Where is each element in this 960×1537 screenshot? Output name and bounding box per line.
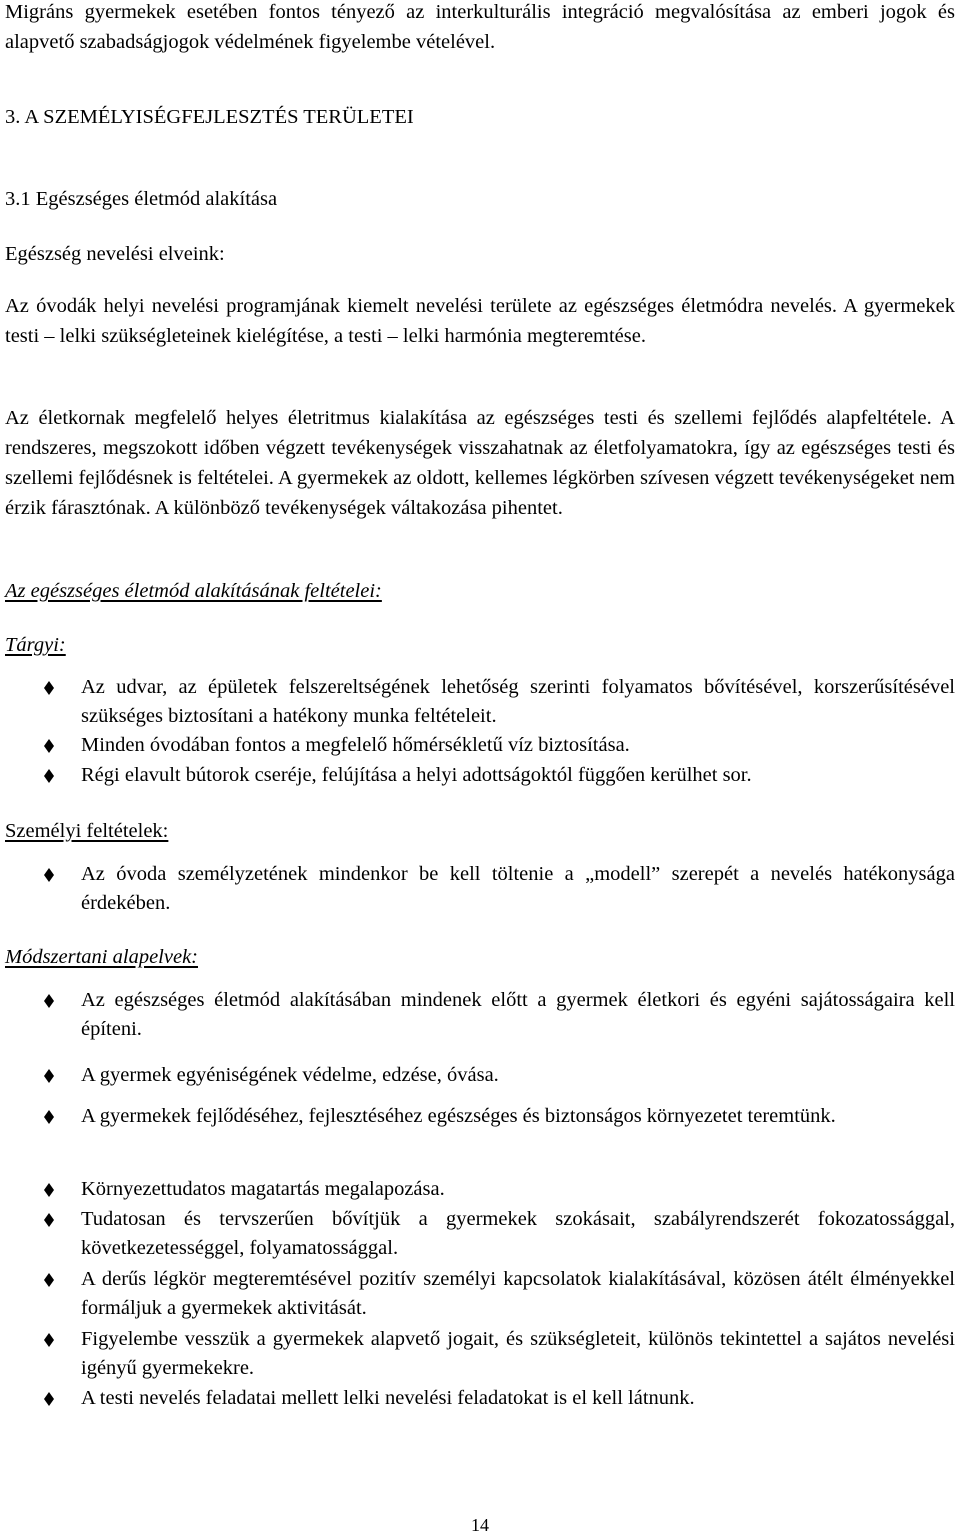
diamond-bullet-icon <box>44 1273 54 1287</box>
personal-label: Személyi feltételek: <box>5 820 169 842</box>
diamond-bullet-icon <box>44 1069 54 1083</box>
method-item-5: Tudatosan és tervszerűen bővítjük a gyermekek szokásait, szabályrendszerét fokozatossággal, következetességgel, folyamatossággal. <box>81 1208 955 1259</box>
conditions-heading: Az egészséges életmód alakításának feltételei: <box>5 580 382 602</box>
method-item-3: A gyermekek fejlődéséhez, fejlesztéséhez egészséges és biztonságos környezetet teremtünk. <box>81 1105 836 1127</box>
diamond-bullet-icon <box>44 868 54 882</box>
diamond-bullet-icon <box>44 739 54 753</box>
material-item-3: Régi elavult bútorok cseréje, felújítása a helyi adottságoktól függően kerülhet sor. <box>81 764 752 786</box>
material-item-1: Az udvar, az épületek felszereltségének lehetőség szerinti folyamatos bővítésével, korszerűsítésével szükséges biztosítani a hatékony munka feltételeit. <box>81 676 955 727</box>
subsection-heading: 3.1 Egészséges életmód alakítása <box>5 188 278 210</box>
diamond-bullet-icon <box>44 1110 54 1124</box>
paragraph-1: Az óvodák helyi nevelési programjának kiemelt nevelési területe az egészséges életmódra nevelés. A gyermekek testi – lelki szükségleteinek kielégítése, a testi – lelki harmónia megteremtése. <box>5 295 955 347</box>
diamond-bullet-icon <box>44 769 54 783</box>
intro-paragraph: Migráns gyermekek esetében fontos tényező az interkulturális integráció megvalósítása az emberi jogok és alapvető szabadságjogok védelmének figyelembe vételével. <box>5 1 955 53</box>
section-heading: 3. A SZEMÉLYISÉGFEJLESZTÉS TERÜLETEI <box>5 106 414 128</box>
method-item-6: A derűs légkör megteremtésével pozitív személyi kapcsolatok kialakításával, közösen átélt élményekkel formáljuk a gyermekek aktivitását. <box>81 1268 955 1319</box>
personal-item-1: Az óvoda személyzetének mindenkor be kell töltenie a „modell” szerepét a nevelés hatékonysága érdekében. <box>81 863 955 914</box>
page-number: 14 <box>471 1515 489 1535</box>
material-label: Tárgyi: <box>5 634 66 656</box>
method-item-2: A gyermek egyéniségének védelme, edzése, óvása. <box>81 1064 499 1086</box>
method-item-1: Az egészséges életmód alakításában mindenek előtt a gyermek életkori és egyéni sajátosságaira kell építeni. <box>81 989 955 1040</box>
diamond-bullet-icon <box>44 681 54 695</box>
method-item-7: Figyelembe vesszük a gyermekek alapvető jogait, és szükségleteit, különös tekintettel a sajátos nevelési igényű gyermekekre. <box>81 1328 955 1379</box>
method-item-4: Környezettudatos magatartás megalapozása. <box>81 1178 445 1200</box>
method-item-8: A testi nevelés feladatai mellett lelki nevelési feladatokat is el kell látnunk. <box>81 1387 695 1409</box>
diamond-bullet-icon <box>44 1333 54 1347</box>
diamond-bullet-icon <box>44 1183 54 1197</box>
material-item-2: Minden óvodában fontos a megfelelő hőmérsékletű víz biztosítása. <box>81 734 630 756</box>
diamond-bullet-icon <box>44 1392 54 1406</box>
paragraph-2: Az életkornak megfelelő helyes életritmus kialakítása az egészséges testi és szellemi fejlődés alapfeltétele. A rendszeres, megszokott időben végzett tevékenységek visszahatnak az életfolyamatokra, így az egészséges testi és szellemi fejlődésnek is feltételei. A gyermekek az oldott, kellemes légkörben szívesen végzett tevékenységeket nem érzik fárasztónak. A különböző tevékenységek váltakozása pihentet. <box>5 407 955 519</box>
principles-label: Egészség nevelési elveink: <box>5 243 225 265</box>
diamond-bullet-icon <box>44 994 54 1008</box>
diamond-bullet-icon <box>44 1213 54 1227</box>
methodological-label: Módszertani alapelvek: <box>5 946 198 968</box>
